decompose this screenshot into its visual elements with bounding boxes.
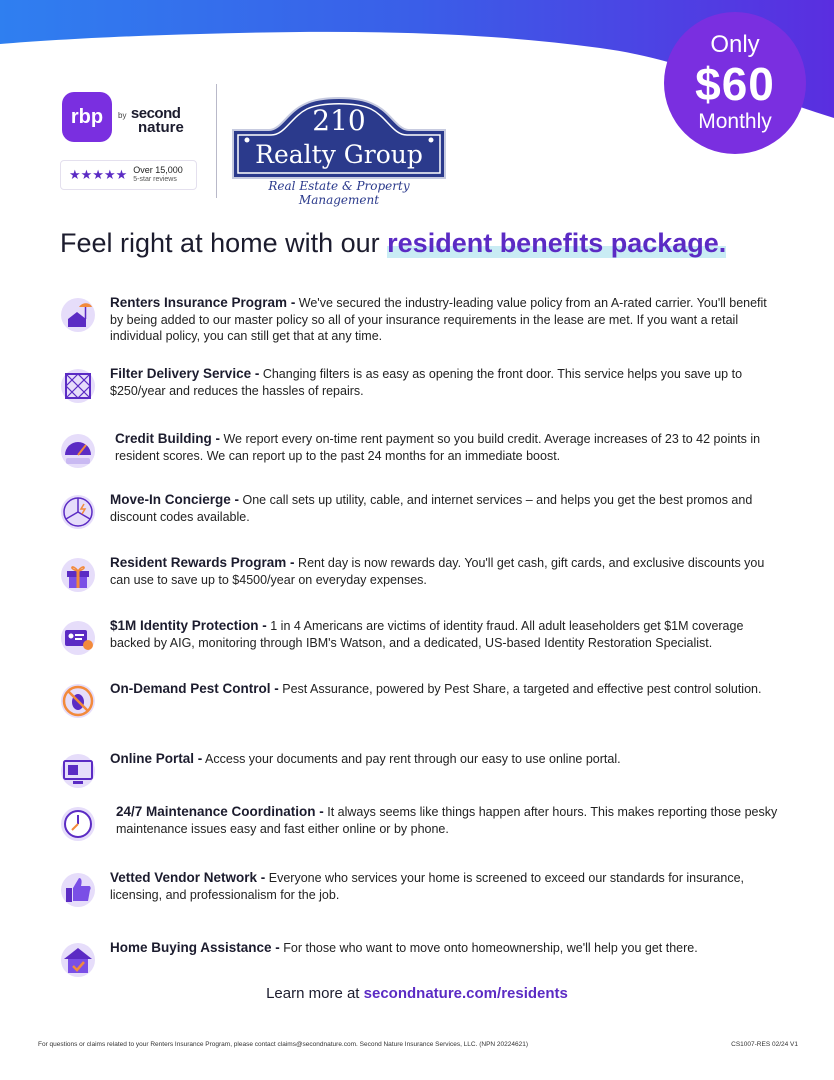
benefit-title: Renters Insurance Program -: [110, 295, 296, 310]
by-label: by: [118, 111, 127, 120]
benefit-text: Changing filters is as easy as opening the front door. This service helps you save up to $250/year and reduces the hassles of repairs.: [110, 367, 743, 398]
benefit-text: For those who want to move onto homeownership, we'll help you get there.: [279, 941, 698, 955]
star-rating-icon: ★★★★★: [69, 167, 128, 182]
price-badge: [664, 12, 806, 154]
benefit-title: $1M Identity Protection -: [110, 618, 267, 633]
thumbs-up-icon: [60, 872, 96, 908]
realty-name: Realty Group: [255, 140, 423, 169]
utilities-icon: [60, 494, 96, 530]
benefit-text: Rent day is now rewards day. You'll get cash, gift cards, and exclusive discounts you can use to save up to $4500/year on everyday expenses.: [110, 556, 765, 587]
air-filter-icon: [60, 368, 96, 404]
benefit-text: Pest Assurance, powered by Pest Share, a targeted and effective pest control solution.: [278, 682, 762, 696]
clock-icon: [60, 806, 96, 842]
second-nature-logo: [118, 105, 184, 136]
review-badge: [60, 160, 197, 190]
benefit-title: Move-In Concierge -: [110, 492, 240, 507]
headline-highlight: resident benefits package.: [387, 228, 727, 258]
second-nature-word-2: nature: [138, 119, 184, 136]
learn-more-line: [0, 985, 834, 1002]
umbrella-house-icon: [60, 297, 96, 333]
learn-more-link[interactable]: secondnature.com/residents: [363, 985, 568, 1002]
learn-more-prefix: Learn more at: [266, 985, 364, 1002]
footer-disclaimer: For questions or claims related to your Renters Insurance Program, please contact claims@secondnature.com. Second Nature Insurance Services, LLC. (NPN 20224621): [38, 1041, 529, 1048]
document-code: CS1007-RES 02/24 V1: [731, 1041, 798, 1048]
credit-gauge-icon: [60, 433, 96, 469]
benefit-title: Credit Building -: [115, 431, 220, 446]
rbp-logo-text: rbp: [70, 105, 104, 128]
realty-number: 210: [312, 104, 366, 137]
benefit-text: Everyone who services your home is screened to exceed our standards for insurance, licensing, and professionalism for the job.: [110, 871, 745, 902]
benefit-title: Online Portal -: [110, 751, 203, 766]
second-nature-word-1: second: [130, 105, 181, 122]
rbp-logo: [62, 92, 112, 142]
id-card-icon: [60, 620, 96, 656]
benefit-title: Home Buying Assistance -: [110, 940, 280, 955]
benefit-title: Vetted Vendor Network -: [110, 870, 266, 885]
realty-tagline: Real Estate & Property Management: [268, 179, 410, 207]
benefit-text: It always seems like things happen after hours. This makes reporting those pesky maintenance issues easy and fast either online or by phone.: [116, 805, 778, 836]
price-period: Monthly: [698, 110, 772, 133]
price-badge-only: Only: [710, 31, 760, 58]
page-headline: [60, 228, 780, 259]
benefit-text: One call sets up utility, cable, and internet services – and helps you get the best promos and discount codes available.: [110, 493, 753, 524]
benefit-text: Access your documents and pay rent through our easy to use online portal.: [202, 752, 621, 766]
review-label: 5-star reviews: [133, 176, 177, 183]
benefit-title: On-Demand Pest Control -: [110, 681, 279, 696]
monitor-icon: [60, 753, 96, 789]
benefit-title: Filter Delivery Service -: [110, 366, 260, 381]
benefit-text: We report every on-time rent payment so you build credit. Average increases of 23 to 42 points in resident scores. We can report up to the past 24 months for an immediate boost.: [115, 432, 761, 463]
benefit-text: We've secured the industry-leading value policy from an A-rated carrier. You'll benefit by being added to our master policy so all of your insurance requirements in the lease are met. If you want a retail individual policy, you can still get that at any time.: [110, 296, 767, 343]
gift-icon: [60, 557, 96, 593]
house-check-icon: [60, 942, 96, 978]
headline-prefix: Feel right at home with our: [60, 228, 388, 258]
benefit-text: 1 in 4 Americans are victims of identity fraud. All adult leaseholders get $1M coverage backed by AIG, monitoring through IBM's Watson, and a dedicated, US-based Identity Restoration Specialist.: [110, 619, 744, 650]
no-pest-icon: [60, 683, 96, 719]
review-count: Over 15,000: [133, 165, 183, 175]
benefit-title: 24/7 Maintenance Coordination -: [116, 804, 324, 819]
benefit-title: Resident Rewards Program -: [110, 555, 295, 570]
price-amount: $60: [695, 58, 775, 110]
logo-divider: [216, 84, 217, 198]
